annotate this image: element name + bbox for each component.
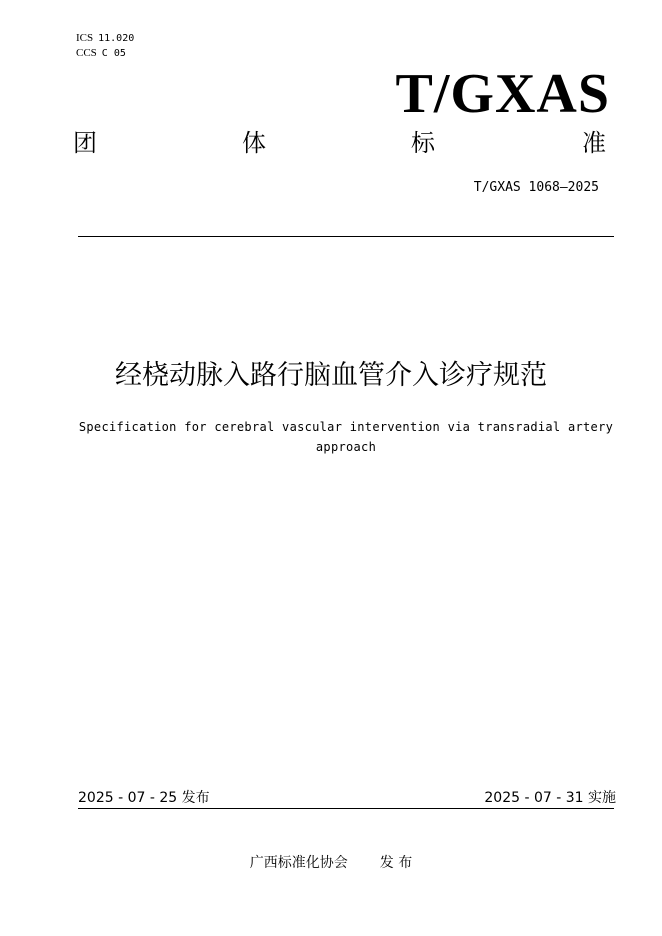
footer-divider bbox=[78, 808, 614, 809]
title-chinese: 经桡动脉入路行脑血管介入诊疗规范 bbox=[115, 360, 547, 391]
ccs-code: C 05 bbox=[101, 48, 126, 59]
standard-type-char: 体 bbox=[242, 129, 266, 157]
header-divider bbox=[78, 236, 614, 237]
publisher-name: 广西标准化协会 bbox=[249, 855, 348, 871]
standard-type-char: 标 bbox=[411, 129, 435, 157]
standard-type-char: 团 bbox=[73, 129, 97, 157]
publisher-action: 发 布 bbox=[379, 855, 413, 871]
brand-logo-text: T/GXAS bbox=[395, 63, 610, 125]
ics-code: 11.020 bbox=[98, 33, 135, 44]
standard-number: T/GXAS 1068—2025 bbox=[473, 180, 599, 195]
ccs-line bbox=[76, 47, 126, 60]
standard-type-char: 准 bbox=[582, 129, 606, 157]
title-english: Specification for cerebral vascular intervention via transradial artery approach bbox=[78, 420, 614, 454]
ics-label: ICS bbox=[76, 32, 94, 44]
implement-date: 2025 - 07 - 31 实施 bbox=[484, 790, 616, 806]
publisher-line bbox=[0, 854, 662, 872]
ccs-label: CCS bbox=[76, 47, 97, 59]
publish-date: 2025 - 07 - 25 发布 bbox=[78, 790, 210, 806]
ics-line bbox=[76, 32, 134, 45]
